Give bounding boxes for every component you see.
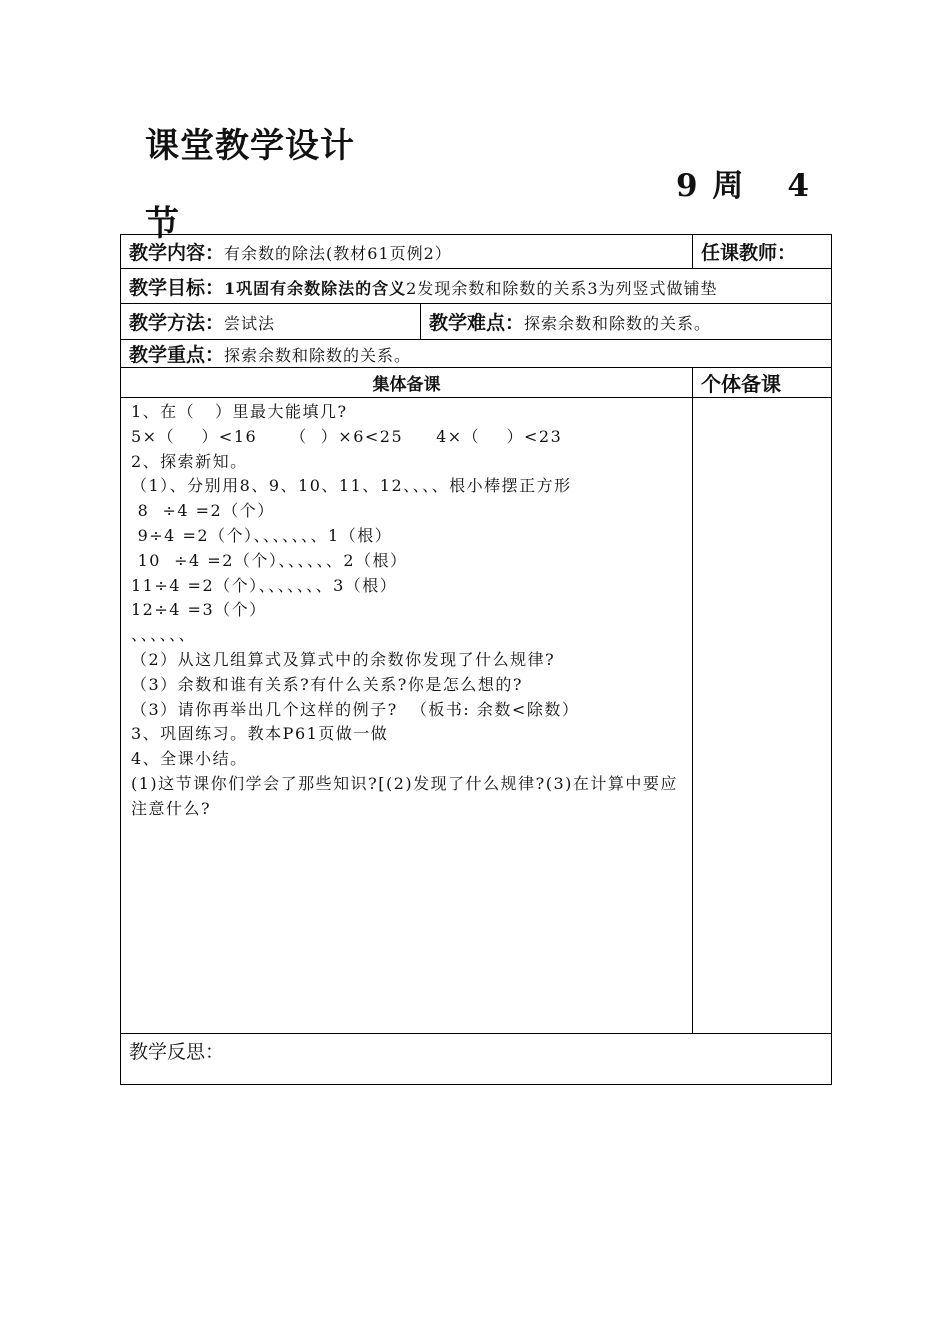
method-value: 尝试法 [224, 314, 276, 333]
lesson-line: 2、探索新知。 [131, 451, 248, 471]
lesson-line: （3）请你再举出几个这样的例子? （板书: 余数<除数） [131, 699, 580, 719]
lesson-line: 9÷4 =2（个）、、、、、、、1（根） [131, 525, 393, 545]
reflection-label: 教学反思： [129, 1041, 225, 1063]
focus-label: 教学重点： [129, 344, 225, 366]
lesson-line: 8 ÷4 =2（个） [131, 501, 275, 521]
lesson-line: （2）从这几组算式及算式中的余数你发现了什么规律? [131, 649, 556, 669]
lesson-line: 3、巩固练习。教本P61页做一做 [131, 724, 389, 744]
lesson-line: 12÷4 =3（个） [131, 600, 267, 620]
difficulty-cell [421, 304, 832, 340]
row-reflection [121, 1034, 832, 1085]
goal-value-bold: 1巩固有余数除法的含义 [224, 278, 407, 298]
teacher-cell [693, 235, 832, 269]
row-goal [121, 269, 832, 304]
row-prep-headers [121, 368, 832, 398]
individual-prep-header: 个体备课 [693, 368, 832, 398]
difficulty-value: 探索余数和除数的关系。 [524, 314, 712, 333]
row-focus [121, 340, 832, 368]
lesson-line: 10 ÷4 =2（个）、、、、、、2（根） [131, 550, 408, 570]
goal-cell [121, 269, 832, 304]
method-cell [121, 304, 421, 340]
lesson-line: （1）、分别用8、9、10、11、12、、、、根小棒摆正方形 [131, 476, 572, 496]
lesson-plan-table [120, 234, 832, 1085]
focus-value: 探索余数和除数的关系。 [224, 346, 412, 365]
difficulty-label: 教学难点： [429, 312, 525, 334]
row-lesson-body [121, 398, 832, 1034]
section-number: 4 [787, 168, 809, 204]
individual-prep-content [693, 398, 832, 1034]
goal-value: 2发现余数和除数的关系3为列竖式做铺垫 [406, 278, 718, 298]
row-method [121, 304, 832, 340]
reflection-cell [121, 1034, 832, 1085]
content-value: 有余数的除法(教材61页例2） [224, 244, 452, 263]
lesson-line: 11÷4 =2（个）、、、、、、、3（根） [131, 575, 398, 595]
collective-prep-header: 集体备课 [121, 368, 693, 398]
goal-label: 教学目标： [129, 276, 225, 299]
teacher-label: 任课教师： [701, 242, 797, 264]
lesson-line: 1、在（ ）里最大能填几? [131, 402, 348, 421]
lesson-line: 5×（ ）<16 （ ）×6<25 4×（ ）<23 [131, 426, 563, 446]
lesson-line: （3）余数和谁有关系?有什么关系?你是怎么想的? [131, 674, 523, 694]
week-section-label [676, 160, 809, 205]
summary-text: (1)这节课你们学会了那些知识?[(2)发现了什么规律?(3)在计算中要应注意什么? [131, 773, 678, 818]
week-number: 9 [676, 168, 698, 204]
collective-prep-content [121, 398, 693, 1034]
method-label: 教学方法： [129, 312, 225, 334]
week-label: 周 [712, 168, 744, 204]
content-cell [121, 235, 693, 269]
page-title: 课堂教学设计 [145, 126, 355, 166]
lesson-line: 4、全课小结。 [131, 749, 248, 769]
row-content [121, 235, 832, 269]
focus-cell [121, 340, 832, 368]
content-label: 教学内容： [129, 242, 225, 264]
section-label: 节 [145, 204, 179, 244]
lesson-line: 、、、、、、 [131, 625, 197, 645]
